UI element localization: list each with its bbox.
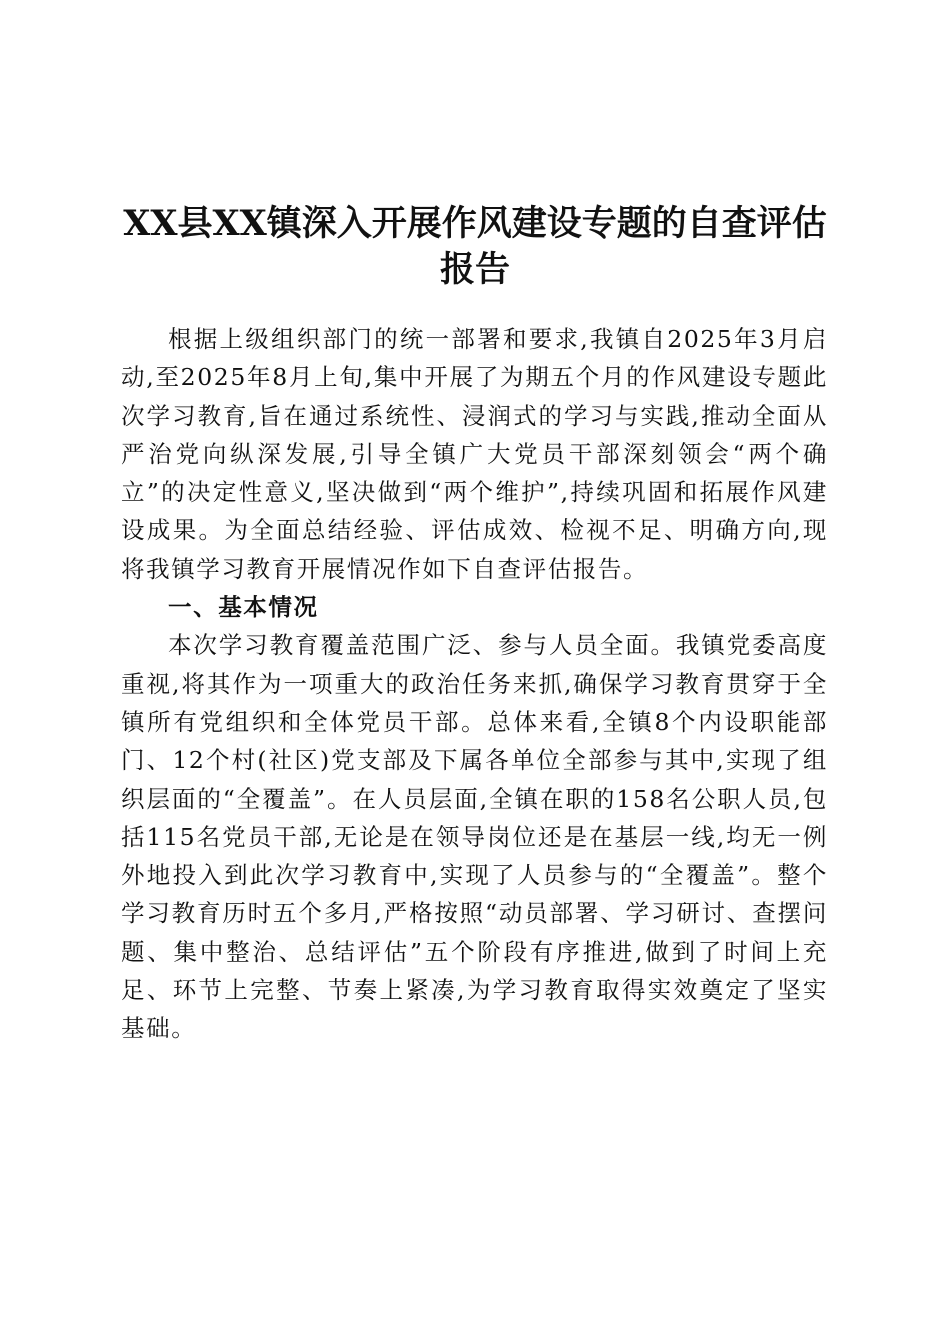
section-heading: 一、基本情况 bbox=[168, 593, 319, 622]
document-body bbox=[121, 320, 828, 1048]
document-title: XX县XX镇深入开展作风建设专题的自查评估报告 bbox=[123, 203, 827, 291]
intro-paragraph: 根据上级组织部门的统一部署和要求,我镇自2025年3月启动,至2025年8月上旬,集中开展了为期五个月的作风建设专题此次学习教育,旨在通过系统性、浸润式的学习与实践,推动全面从严治党向纵深发展,引导全镇广大党员干部深刻领会“两个确立”的决定性意义,坚决做到“两个维护”,持续巩固和拓展作风建设成果。为全面总结经验、评估成效、检视不足、明确方向,现将我镇学习教育开展情况作如下自查评估报告。 bbox=[121, 325, 828, 583]
section-paragraph: 本次学习教育覆盖范围广泛、参与人员全面。我镇党委高度重视,将其作为一项重大的政治任务来抓,确保学习教育贯穿于全镇所有党组织和全体党员干部。总体来看,全镇8个内设职能部门、12个村(社区)党支部及下属各单位全部参与其中,实现了组织层面的“全覆盖”。在人员层面,全镇在职的158名公职人员,包括115名党员干部,无论是在领导岗位还是在基层一线,均无一例外地投入到此次学习教育中,实现了人员参与的“全覆盖”。整个学习教育历时五个多月,严格按照“动员部署、学习研讨、查摆问题、集中整治、总结评估”五个阶段有序推进,做到了时间上充足、环节上完整、节奏上紧凑,为学习教育取得实效奠定了坚实基础。 bbox=[121, 631, 828, 1043]
